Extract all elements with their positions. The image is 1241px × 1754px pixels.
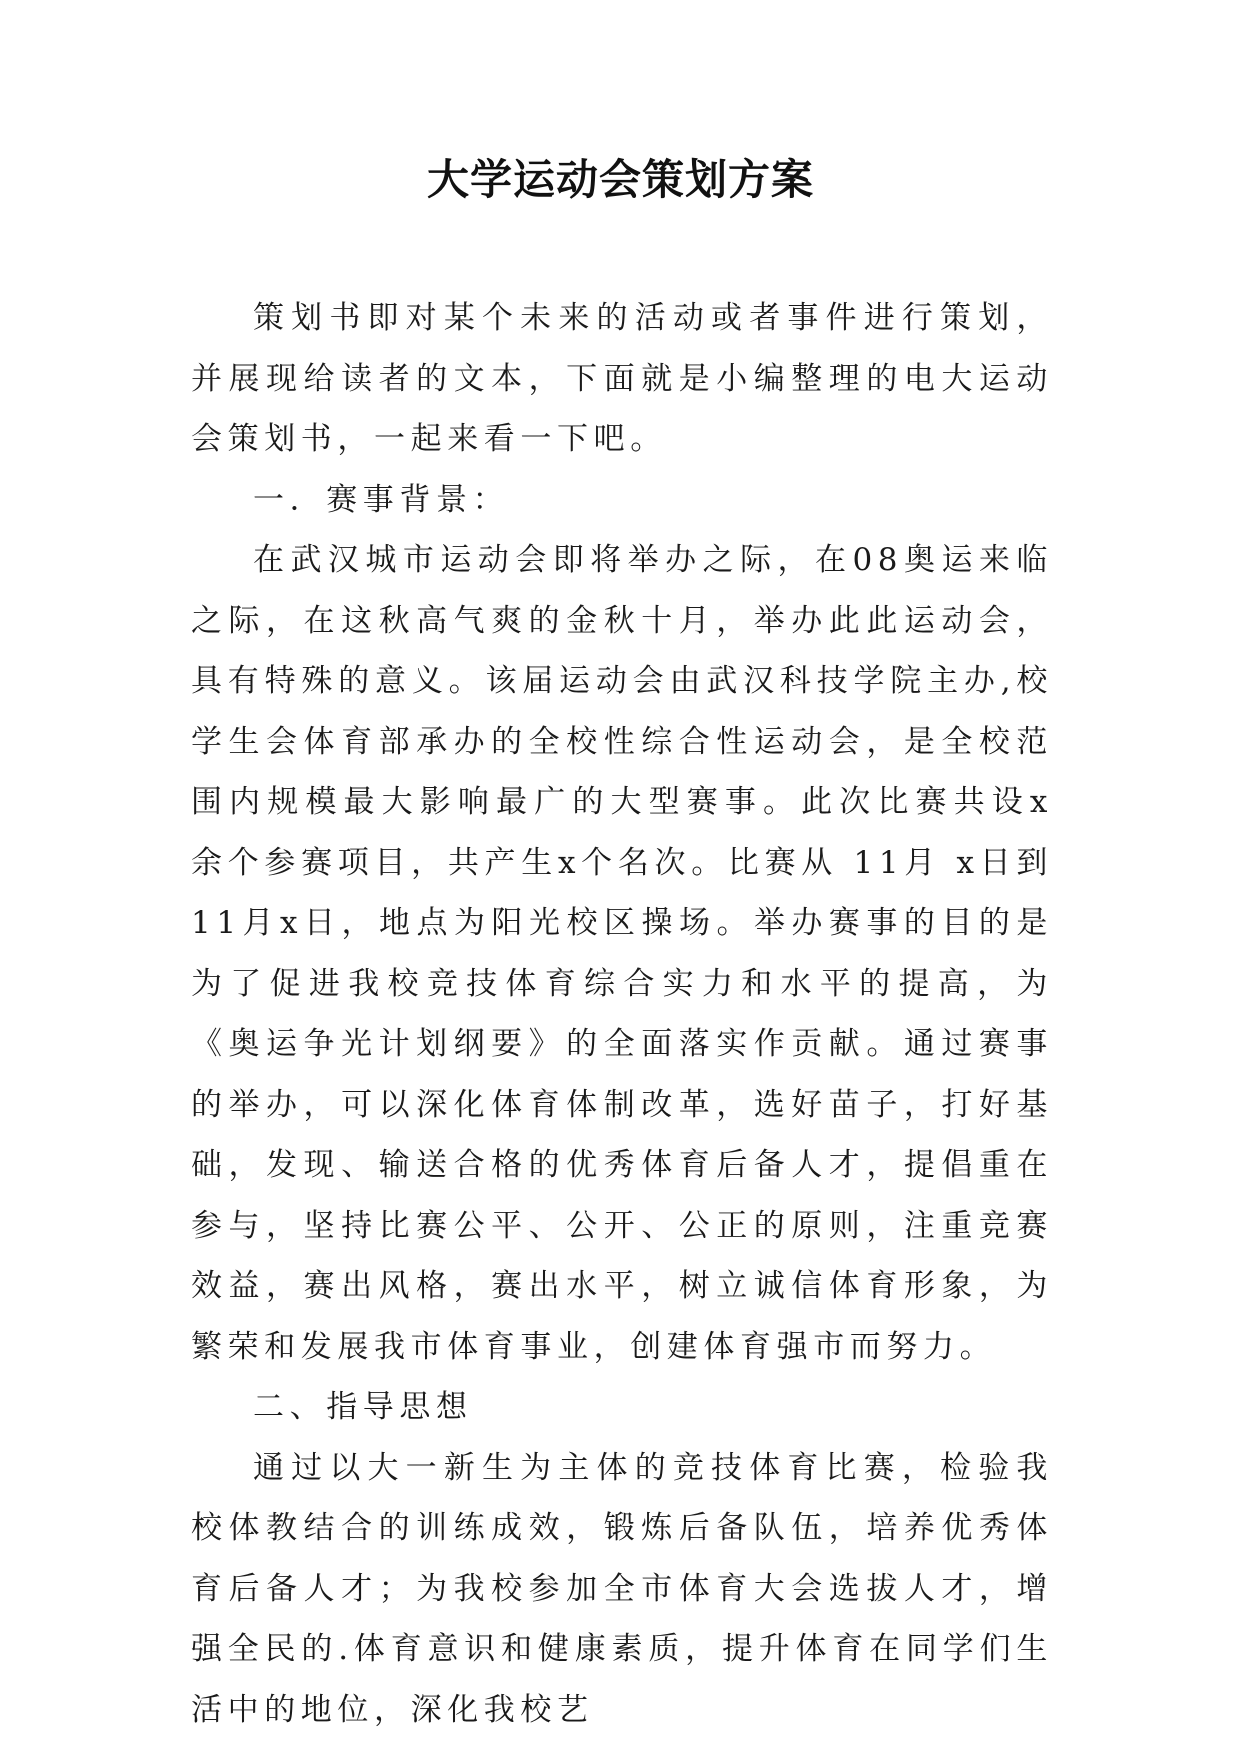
intro-paragraph: 策划书即对某个未来的活动或者事件进行策划，并展现给读者的文本，下面就是小编整理的电大运动会策划书，一起来看一下吧。 [191, 300, 1053, 457]
guiding-ideology-paragraph: 通过以大一新生为主体的竞技体育比赛，检验我校体教结合的训练成效，锻炼后备队伍，培养优秀体育后备人才；为我校参加全市体育大会选拔人才，增强全民的.体育意识和健康素质，提升体育在同学们生活中的地位，深化我校艺 [191, 1449, 1053, 1728]
background-paragraph: 在武汉城市运动会即将举办之际，在08奥运来临之际，在这秋高气爽的金秋十月，举办此此运动会，具有特殊的意义。该届运动会由武汉科技学院主办,校学生会体育部承办的全校性综合性运动会，是全校范围内规模最大影响最广的大型赛事。此次比赛共设x余个参赛项目，共产生x个名次。比赛从 11月 x日到11月x日，地点为阳光校区操场。举办赛事的目的是为了促进我校竞技体育综合实力和水平的提高，为《奥运争光计划纲要》的全面落实作贡献。通过赛事的举办，可以深化体育体制改革，选好苗子，打好基础，发现、输送合格的优秀体育后备人才，提倡重在参与，坚持比赛公平、公开、公正的原则，注重竞赛效益，赛出风格，赛出水平，树立诚信体育形象，为繁荣和发展我市体育事业，创建体育强市而努力。 [191, 542, 1053, 1365]
document-body [191, 288, 1053, 1740]
document-title: 大学运动会策划方案 [426, 155, 814, 204]
section-heading-guiding-ideology: 二、指导思想 [253, 1389, 473, 1425]
section-heading-background: 一．赛事背景： [253, 481, 510, 518]
